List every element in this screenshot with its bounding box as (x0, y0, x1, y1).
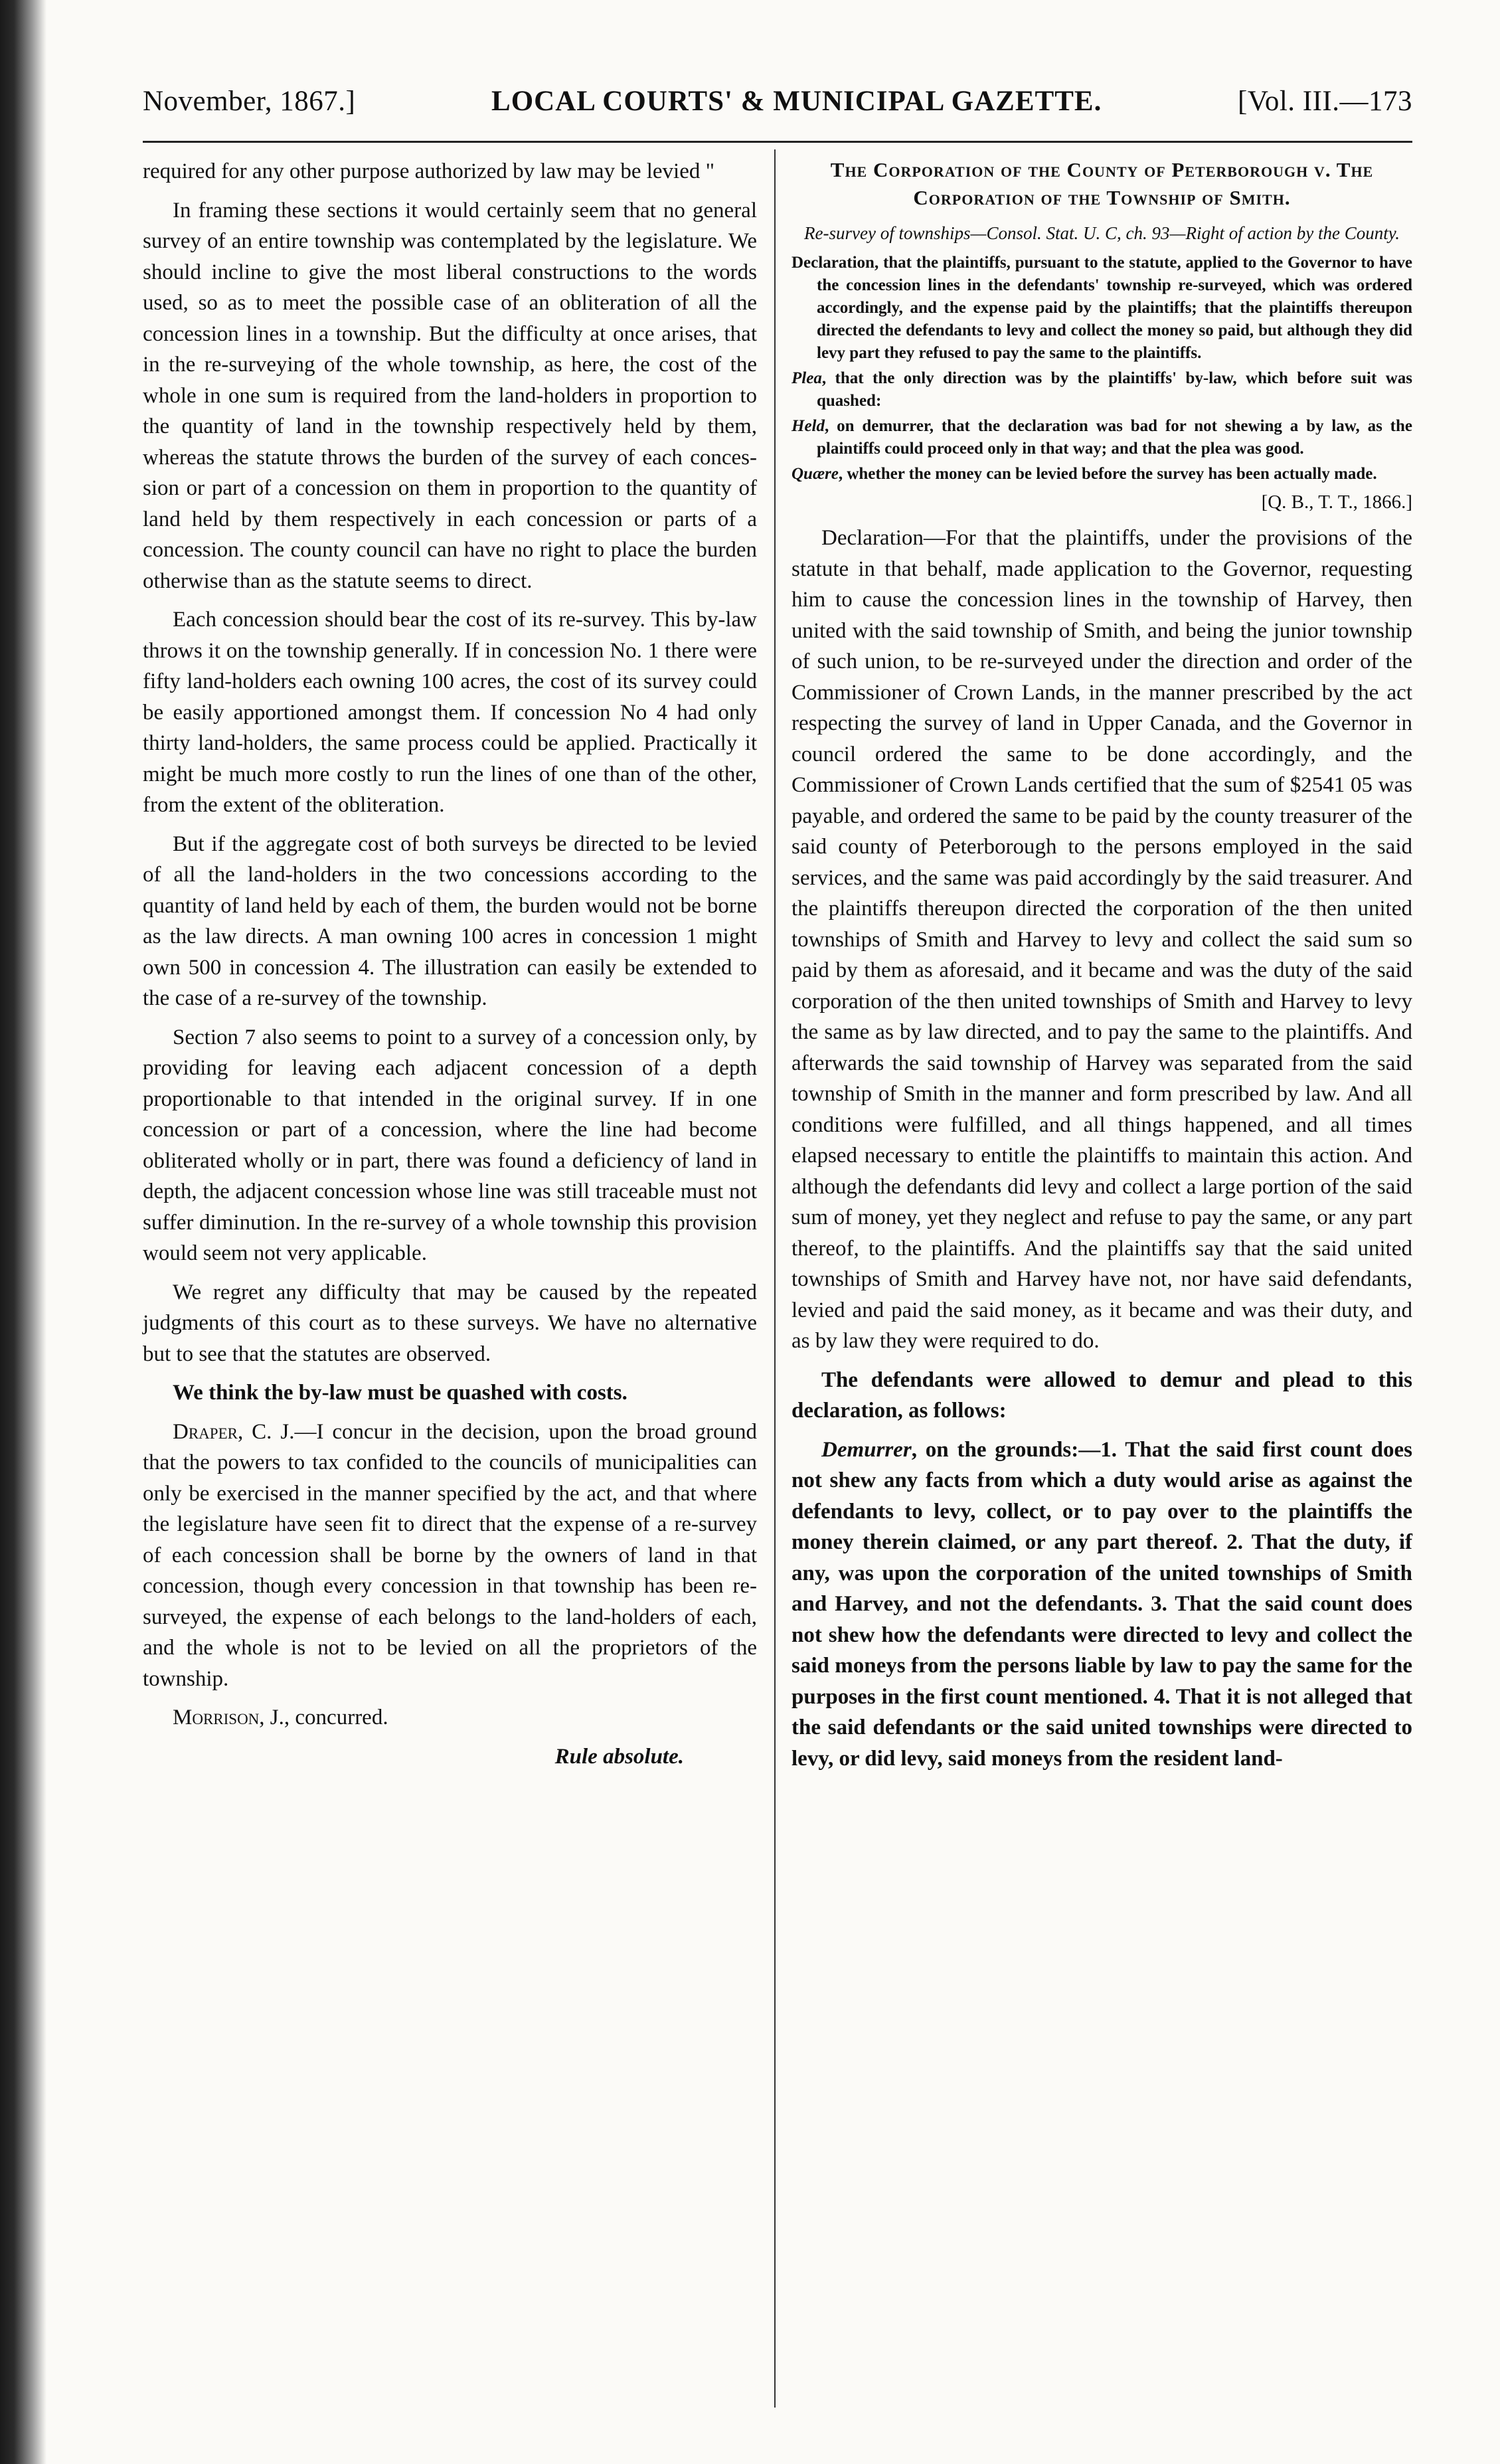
headnote-quaere (792, 463, 1412, 485)
right-paragraph-2: The defendants were allowed to demur and plead to this declaration, as follows: (792, 1367, 1412, 1423)
headnote-held-text: , on demurrer, that the declaration was bad for not shewing a by law, as the plaintiffs could proceed only in that way; and that the plea was good. (817, 417, 1412, 458)
headnote-quaere-label: Quære (792, 465, 839, 483)
right-paragraph-1: Declaration—For that the plaintiffs, under the provisions of the statute in that behalf, made application to the Governor, requesting him to cause the concession lines in the township of Harvey, then united with the said township of Smith, and being the junior township of such union, to be re-surveyed under the direction and order of the Commissioner of Crown Lands, in the manner prescribed by the act respecting the survey of land in Upper Canada, and the Governor in council ordered the same to be done accordingly, and the Commissioner of Crown Lands certified that the sum of $2541 05 was payable, and ordered the same to be paid by the county treasurer of the said county of Peterborough to the persons employed in the said services, and the same was paid accordingly by the said treasurer. And the plaintiffs thereupon directed the corporation of the then united townships of Smith and Harvey to levy and collect the said sum so paid by them as aforesaid, and it became and was the duty of the said corporation of the then united townships of Smith and Harvey to levy the same as by law directed, and to pay the same to the plaintiffs. And afterwards the said township of Harvey was separated from the said township of Smith in the manner and form prescribed by law. And all conditions were fulfilled, and all things happened, and all times elapsed necessary to entitle the plaintiffs to maintain this action. And although the defendants did levy and collect a large portion of the said sum of money, yet they neglect and refuse to pay the same, or any part thereof, to the plaintiffs. And the plaintiffs say that the said united townships of Smith and Harvey have not, nor have said defendants, levied and paid the said money, as it became and was their duty, and as by law they were required to do. (792, 526, 1412, 1353)
demurrer-text: , on the grounds:—1. That the said first count does not shew any facts from which a duty would arise as against the defendants to levy, collect, or to pay over to the plaintiffs the money therein claimed, or any part thereof. 2. That the duty, if any, was upon the corporation of the united townships of Smith and Harvey, and not the defendants. 3. That the said count does not shew how the defendants were directed to levy and collect the said moneys from the persons liable by law to pay the same for the purposes in the first count mentioned. 4. That it is not alleged that the said defendants or the said united townships were directed to levy, or did levy, said moneys from the resident land- (792, 1437, 1412, 1771)
left-column (143, 156, 757, 1772)
draper-opinion (143, 1417, 757, 1695)
demurrer-label: Demurrer (821, 1437, 912, 1462)
case-title: The Corporation of the County of Peterborough v. The Corporation of the Township of Smith. (830, 158, 1374, 209)
headnote-declaration: Declaration, that the plaintiffs, pursuant to the statute, applied to the Governor to have the concession lines in the defendants' township re-surveyed, which was ordered accordingly, and the expense paid by the plaintiffs; that the plaintiffs thereupon directed the defendants to levy and collect the money so paid, but although they did levy part they refused to pay the same to the plaintiffs. (792, 254, 1412, 362)
headnote-plea (792, 367, 1412, 412)
headnote-held-label: Held (792, 417, 825, 435)
header-rule (143, 141, 1412, 143)
left-paragraph-7: We think the by-law must be quashed with costs. (173, 1381, 627, 1405)
court-citation: [Q. B., T. T., 1866.] (1261, 491, 1412, 513)
left-paragraph-2: In framing these sections it would certainly seem that no general survey of an entire township was contemplated by the legislature. We should incline to give the most liberal constructions to the words used, so as to meet the possible case of an obliteration of all the concession lines in a township. But the difficulty at once arises, that in the re-surveying of the whole township, as here, the cost of the whole in one sum is required from the land-holders in proportion to the quantity of land in the township respectively held by them, whereas the statute throws the burden of the survey of each concession or part of a concession on them in proportion to the quantity of land held by them respectively in each concession or parts of a concession. The county council can have no right to place the burden otherwise than as the statute seems to direct. (143, 198, 757, 593)
page-header (143, 85, 1412, 132)
left-paragraph-4: But if the aggregate cost of both surveys be directed to be levied of all the land-holders in the two concessions according to the quantity of land held by each of them, the burden would not be borne as the law directs. A man owning 100 acres in concession 1 might own 500 in concession 4. The illustration can easily be extended to the case of a re-survey of the township. (143, 832, 757, 1010)
left-paragraph-6: We regret any difficulty that may be caused by the repeated judgments of this court as to these surveys. We have no alternative but to see that the statutes are observed. (143, 1280, 757, 1366)
right-column (792, 156, 1412, 1782)
rule-absolute: Rule absolute. (554, 1744, 684, 1769)
judge-name-morrison: Morrison, J. (173, 1706, 284, 1729)
judge-name-draper: Draper, C. J. (173, 1419, 295, 1444)
headnote-quaere-text: , whether the money can be levied before the survey has been actually made. (838, 465, 1377, 483)
headnote-plea-label: Plea (792, 369, 822, 387)
left-paragraph-5: Section 7 also seems to point to a survey of a concession only, by providing for leaving each adjacent concession of a depth proportionable to that intended in the original survey. If in one concession or part of a concession, where the line had become obliterated wholly or in part, there was found a deficiency of land in depth, the adjacent concession whose line was still traceable must not suffer diminution. In the re-survey of a whole township this provision would seem not very applicable. (143, 1025, 757, 1265)
draper-opinion-text: —I concur in the decision, upon the broad ground that the powers to tax confided to the councils of municipalities can only be exercised in the manner specified by the act, and that where the legislature have seen fit to direct that the expense of a re-survey of each concession shall be borne by the owners of land in that concession, though every concession in that township has been re-surveyed, the expense of each belongs to the land-holders of each, and the whole is not to be levied on all the proprietors of the township. (143, 1419, 757, 1691)
demurrer-paragraph (792, 1435, 1412, 1775)
headnote-citation: Re-survey of townships—Consol. Stat. U. C, ch. 93—Right of action by the County. (804, 223, 1400, 243)
header-title: LOCAL COURTS' & MUNICIPAL GAZETTE. (491, 86, 1102, 117)
morrison-concurrence (143, 1702, 757, 1733)
morrison-concurrence-text: , concurred. (284, 1706, 388, 1729)
header-volume: [Vol. III.—173 (1238, 86, 1412, 117)
headnote-held (792, 415, 1412, 460)
left-paragraph-1: required for any other purpose authorized by law may be levied " (143, 159, 715, 183)
binding-shadow (0, 0, 46, 2464)
headnote-plea-text: , that the only direction was by the plaintiffs' by-law, which before suit was quashed: (817, 369, 1412, 410)
header-date: November, 1867.] (143, 86, 356, 117)
left-paragraph-3: Each concession should bear the cost of its re-survey. This by-law throws it on the township generally. If in concession No. 1 there were fifty land-holders each owning 100 acres, the cost of its survey could be easily apportioned amongst them. If concession No 4 had only thirty land-holders, the same process could be applied. Practically it might be much more costly to run the lines of one than of the other, from the extent of the obliteration. (143, 608, 757, 817)
column-divider (774, 149, 776, 2408)
